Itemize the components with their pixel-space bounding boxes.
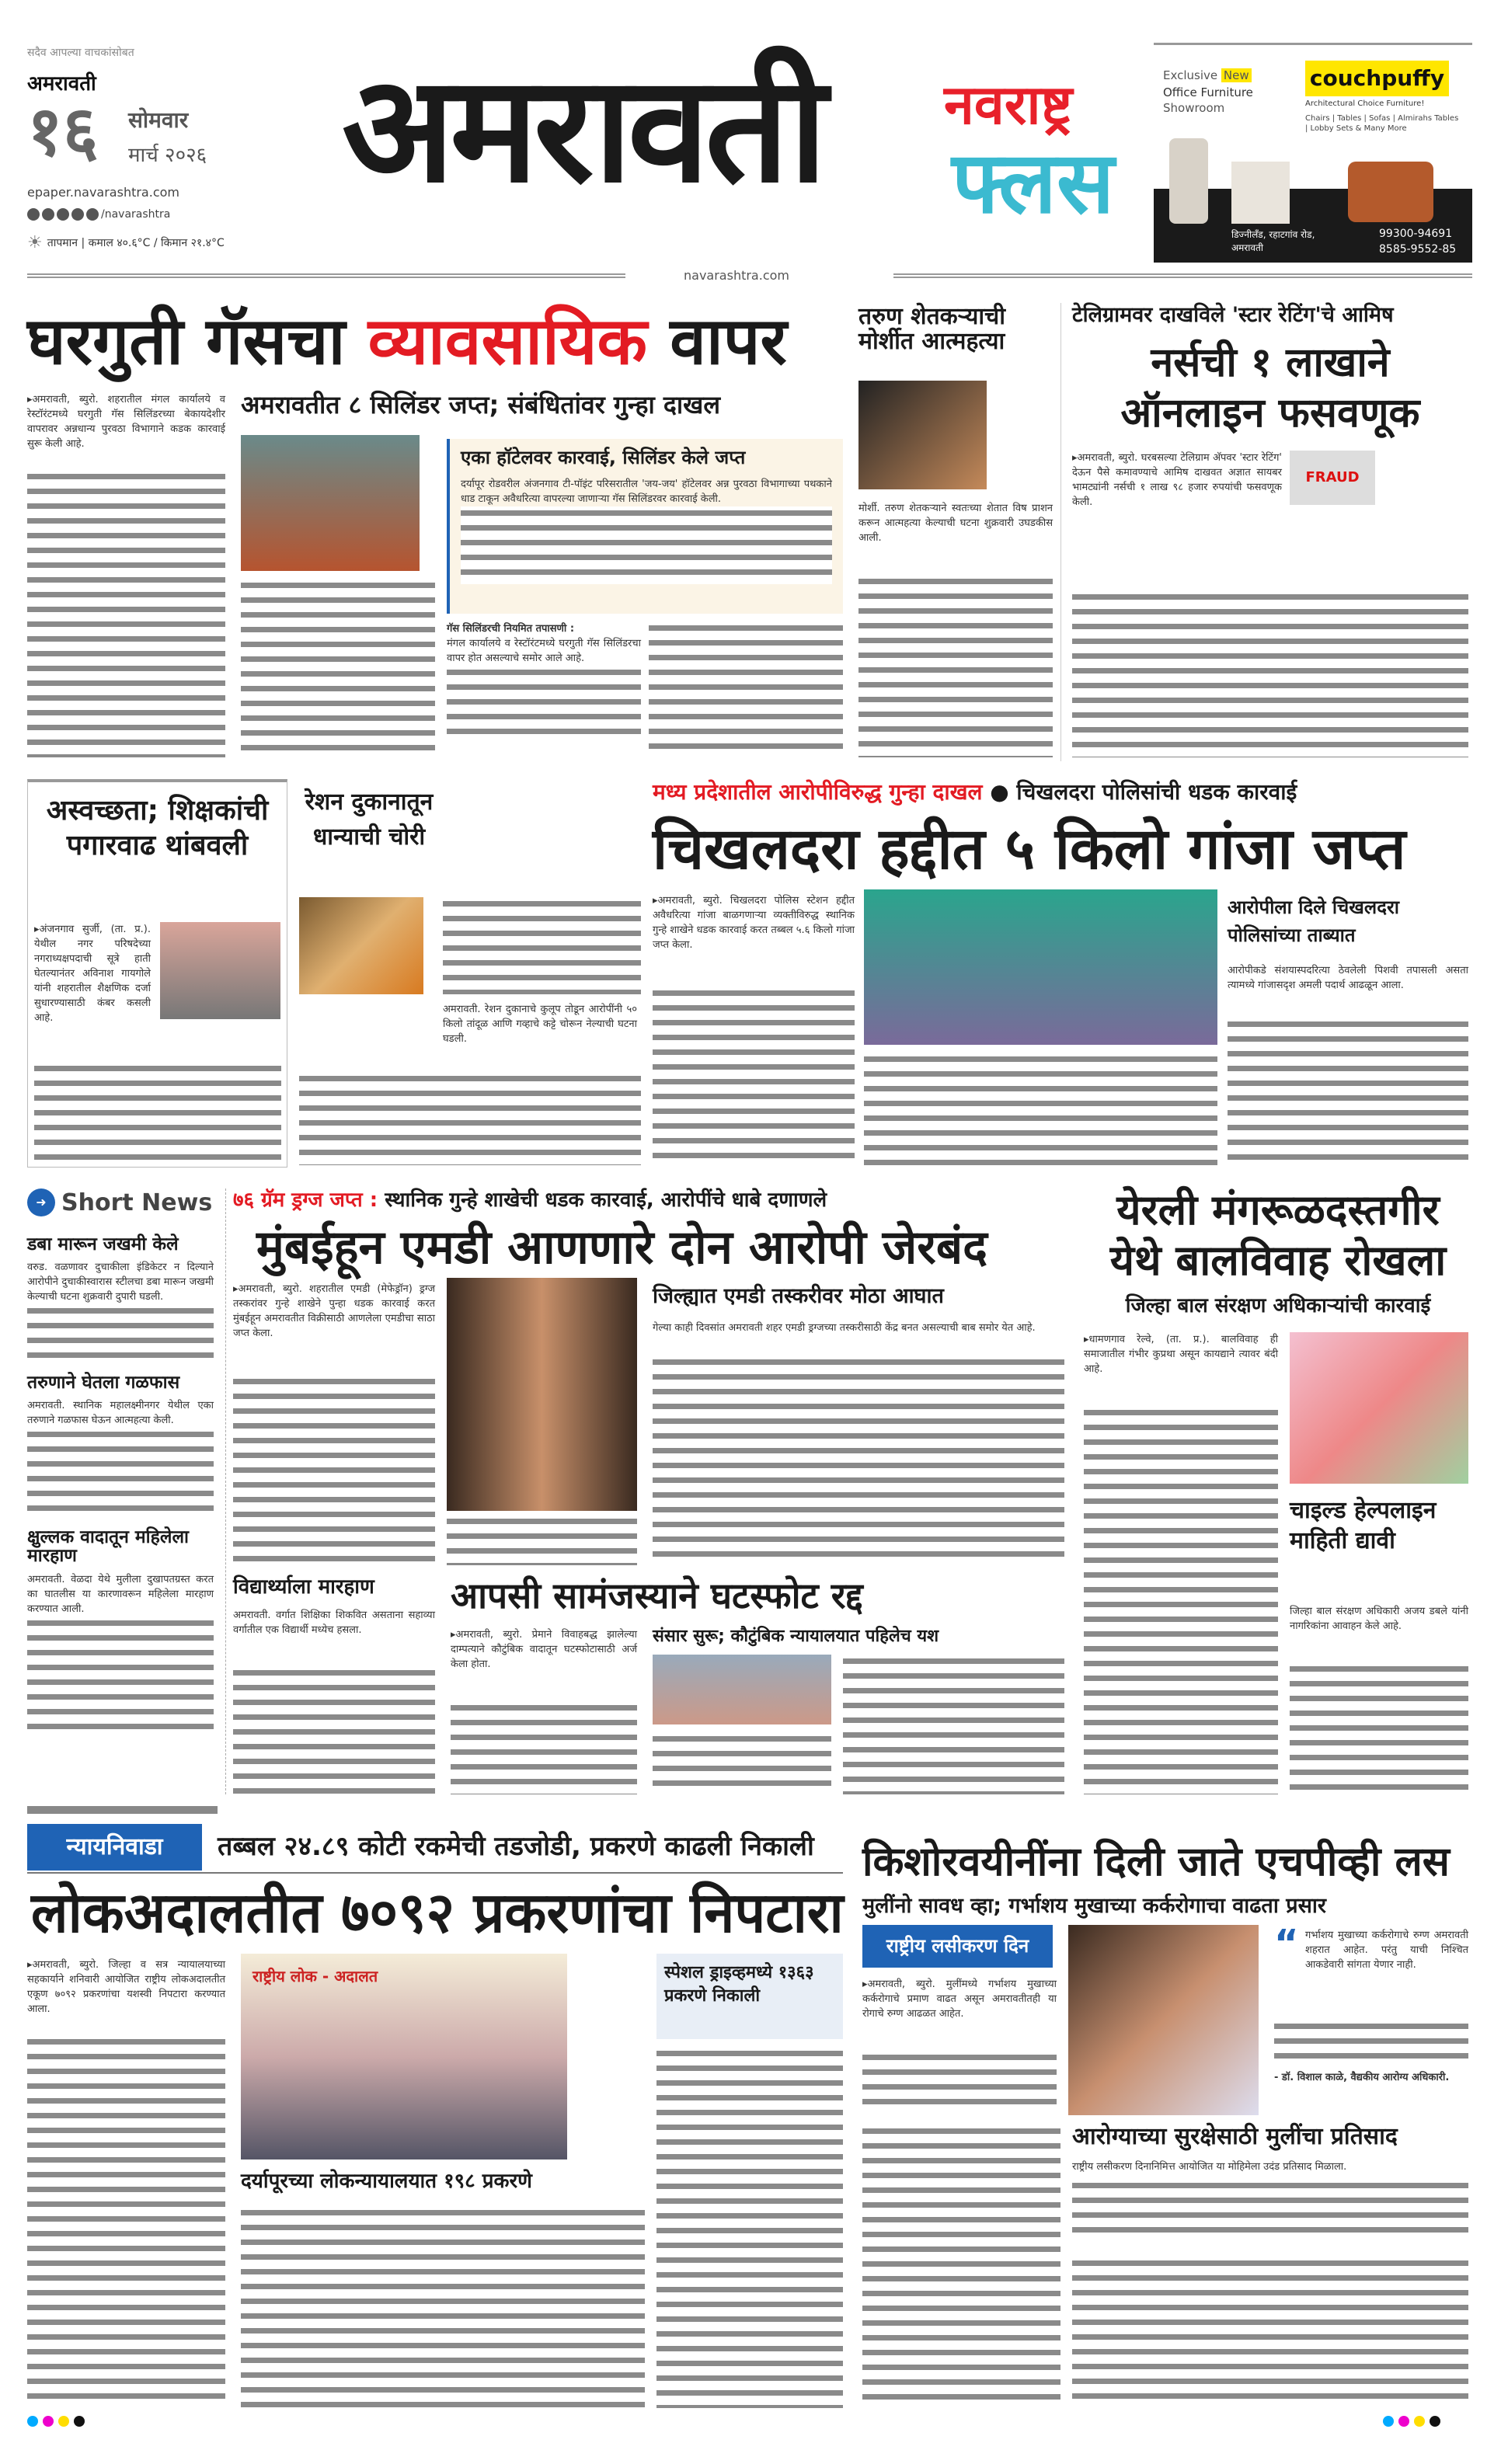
short-news-1-headline: डबा मारून जखमी केले bbox=[27, 1234, 179, 1255]
lead-story-text: ▸ अमरावती, ब्युरो. शहरातील मंगल कार्यालये व रेस्टॉरंटमध्ये घरगुती गॅस सिलिंडरच्या बेकायदेशीर वापरावर अन्नधान्य पुरवठा विभागाने कडक कारवाई सुरू केली आहे. bbox=[27, 392, 225, 451]
x-icon[interactable] bbox=[57, 208, 69, 221]
site-url[interactable]: navarashtra.com bbox=[684, 268, 789, 283]
photo-banner-text: राष्ट्रीय लोक - अदालत bbox=[252, 1967, 378, 1985]
ganja-headline: चिखलदरा हद्दीत ५ किलो गांजा जप्त bbox=[653, 816, 1406, 882]
month-year: मार्च २०२६ bbox=[128, 144, 207, 167]
farmer-headline: तरुण शेतकऱ्याची मोर्शीत आत्महत्या bbox=[858, 303, 1005, 355]
ad-address: डिज्नीलँड, रहाटगांव रोड, अमरावती bbox=[1231, 229, 1315, 253]
ganja-side-text: आरोपीकडे संशयास्पदरित्या ठेवलेली पिशवी तपासली असता त्यामध्ये गांजासदृश अमली पदार्थ आढळून आला. bbox=[1228, 965, 1468, 991]
jail-bars-photo bbox=[447, 1278, 637, 1511]
short-news-3-text: अमरावती. वेळदा येथे मुलीला दुखापतग्रस्त करत का घातलीस या कारणावरून महिलेला मारहाण करण्यात आली. bbox=[27, 1573, 214, 1615]
child-marriage-subheadline: जिल्हा बाल संरक्षण अधिकाऱ्यांची कारवाई bbox=[1125, 1294, 1431, 1317]
telegram-kicker: टेलिग्रामवर दाखविले 'स्टार रेटिंग'चे आमिष bbox=[1072, 303, 1394, 327]
quote-attribution: - डॉ. विशाल काळे, वैद्यकीय आरोग्य अधिकारी. bbox=[1274, 2072, 1450, 2083]
md-kicker: स्थानिक गुन्हे शाखेची धडक कारवाई, आरोपींचे धाबे दणाणले bbox=[378, 1188, 827, 1212]
md-box-headline: जिल्ह्यात एमडी तस्करीवर मोठा आघात bbox=[653, 1284, 944, 1308]
md-headline: मुंबईहून एमडी आणणारे दोन आरोपी जेरबंद bbox=[256, 1220, 987, 1275]
helpline-text: जिल्हा बाल संरक्षण अधिकारी अजय डबले यांनी नागरिकांना आवाहन केले आहे. bbox=[1290, 1606, 1468, 1632]
ad-brand-logo: couchpuffy bbox=[1305, 61, 1449, 96]
brand-top: नवराष्ट्र bbox=[944, 73, 1073, 137]
hotel-box-text: दर्यापूर रोडवरील अंजनगाव टी-पॉइंट परिसरातील 'जय-जय' हॉटेलवर अन्न पुरवठा विभागाच्या पथकाने धाड टाकून अवैधरित्या वापरल्या जाणाऱ्या गॅस सिलिंडरवर कारवाई केली. bbox=[461, 479, 832, 506]
ad-badge: New bbox=[1221, 68, 1252, 82]
social-links[interactable] bbox=[27, 208, 170, 221]
md-box-text: गेल्या काही दिवसांत अमरावती शहर एमडी ड्रग्जच्या तस्करीसाठी केंद्र बनत असल्याची बाब समोर येत आहे. bbox=[653, 1322, 1036, 1334]
special-drive-box bbox=[656, 1954, 843, 2039]
student-text: अमरावती. वर्गात शिक्षिका शिकवित असताना सहाव्या वर्गातील एक विद्यार्थी मध्येच हसला. bbox=[233, 1610, 435, 1636]
doctor-quote: गर्भाशय मुखाच्या कर्करोगाचे रुग्ण अमरावती शहरात आहेत. परंतु याची निश्चित आकडेवारी सांगता येणार नाही. bbox=[1305, 1930, 1468, 1971]
lok-adalat-text: ▸ अमरावती, ब्युरो. जिल्हा व सत्र न्यायालयाच्या सहकार्याने शनिवारी आयोजित राष्ट्रीय लोकअदालतीत एकूण ७०९२ प्रकरणांचा यशस्वी निपटारा करण्यात आला. bbox=[27, 1958, 225, 2017]
edition-city: अमरावती bbox=[27, 72, 96, 96]
ganja-side-headline: आरोपीला दिले चिखलदरा पोलिसांच्या ताब्यात bbox=[1228, 896, 1399, 946]
ad-sub: Architectural Choice Furniture! bbox=[1305, 99, 1425, 108]
date-day: १६ bbox=[27, 91, 99, 171]
child-marriage-headline-2: येथे बालविवाह रोखला bbox=[1109, 1236, 1447, 1285]
girls-response-text: राष्ट्रीय लसीकरण दिनानिमित्त आयोजित या मोहिमेला उदंड प्रतिसाद मिळाला. bbox=[1072, 2161, 1347, 2173]
md-text: ▸ अमरावती, ब्युरो. शहरातील एमडी (मेफेड्रॉन) ड्रग्ज तस्करांवर गुन्हे शाखेने पुन्हा धडक कारवाई करत मुंबईहून अमरावतीत विक्रीसाठी आणलेला एमडीचा साठा जप्त केला. bbox=[233, 1282, 435, 1341]
instagram-icon[interactable] bbox=[42, 208, 54, 221]
md-kicker-red: ७६ ग्रॅम ड्रग्ज जप्त : bbox=[233, 1188, 378, 1212]
sofa-image bbox=[1348, 162, 1433, 222]
facebook-icon[interactable] bbox=[27, 208, 40, 221]
weather-icon: ☀ bbox=[27, 233, 43, 252]
vaccination-photo bbox=[1068, 1925, 1259, 2115]
hpv-text: ▸ अमरावती, ब्युरो. मुलींमध्ये गर्भाशय मुखाच्या कर्करोगाचे प्रमाण वाढत असून अमरावतीतही या रोगाचे रुग्ण आढळत आहेत. bbox=[862, 1977, 1057, 2021]
md-kicker-line bbox=[233, 1190, 827, 1211]
ad-line3: Showroom bbox=[1163, 101, 1225, 115]
newspaper-logo: अमरावती bbox=[342, 44, 823, 215]
garbage-photo bbox=[160, 922, 280, 1019]
short-news-3-headline: क्षुल्लक वादातून महिलेला मारहाण bbox=[27, 1527, 189, 1567]
quote-icon: “ bbox=[1274, 1922, 1299, 1965]
vaccination-day-tag-box bbox=[862, 1925, 1053, 1968]
arrow-icon: ➜ bbox=[27, 1188, 55, 1216]
lead-headline: घरगुती गॅसचा व्यावसायिक वापर bbox=[27, 303, 787, 379]
hygiene-text: ▸ अंजनगाव सुर्जी, (ता. प्र.). येथील नगर परिषदेच्या नगराध्यक्षपदाची सूत्रे हाती घेतल्यानंतर अविनाश गायगोले यांनी शहरातील शैक्षणिक दर्जा सुधारण्यासाठी कंबर कसली आहे. bbox=[34, 922, 151, 1025]
ganja-kicker: ● चिखलदरा पोलिसांची धडक कारवाई bbox=[990, 779, 1297, 805]
chair-image bbox=[1169, 138, 1208, 224]
short-news-2-headline: तरुणाने घेतला गळफास bbox=[27, 1373, 180, 1394]
hpv-subheadline: मुलींनो सावध व्हा; गर्भाशय मुखाच्या कर्करोगाचा वाढता प्रसार bbox=[862, 1894, 1326, 1918]
epaper-link[interactable]: epaper.navarashtra.com bbox=[27, 185, 179, 200]
furniture-ad[interactable] bbox=[1154, 43, 1472, 260]
divorce-text: ▸ अमरावती, ब्युरो. प्रेमाने विवाहबद्ध झालेल्या दाम्पत्याने कौटुंबिक वादातून घटस्फोटासाठी अर्ज केला होता. bbox=[451, 1627, 637, 1672]
ad-line2: Office Furniture bbox=[1163, 85, 1253, 99]
youtube-icon[interactable] bbox=[71, 208, 84, 221]
short-news-2-text: अमरावती. स्थानिक महालक्ष्मीनगर येथील एका तरुणाने गळफास घेऊन आत्महत्या केली. bbox=[27, 1400, 214, 1427]
desk-image bbox=[1231, 162, 1290, 224]
police-team-photo bbox=[864, 889, 1217, 1045]
justice-tag: न्यायनिवाडा bbox=[27, 1824, 202, 1871]
telegram-headline-2: ऑनलाइन फसवणूक bbox=[1120, 390, 1420, 437]
family-court-photo bbox=[653, 1655, 831, 1724]
telegram-text: ▸ अमरावती, ब्युरो. घरबसल्या टेलिग्राम अ‍ॅपवर 'स्टार रेटिंग' देऊन पैसे कमावण्याचे आमिष दाखवत अज्ञात सायबर भामट्यांनी नर्सची १ लाख ९८ हजार रुपयांची फसवणूक केली. bbox=[1072, 451, 1282, 510]
ganja-kicker-red: मध्य प्रदेशातील आरोपीविरुद्ध गुन्हा दाखल bbox=[653, 779, 983, 805]
student-headline: विद्यार्थ्याला मारहाण bbox=[233, 1575, 374, 1599]
hotel-action-box bbox=[447, 439, 843, 614]
hotel-box-title: एका हॉटेलवर कारवाई, सिलिंडर केले जप्त bbox=[461, 447, 746, 468]
lead-subheadline: अमरावतीत ८ सिलिंडर जप्त; संबंधितांवर गुन्हा दाखल bbox=[241, 390, 721, 419]
girls-response-headline: आरोग्याच्या सुरक्षेसाठी मुलींचा प्रतिसाद bbox=[1072, 2123, 1398, 2150]
inspection-text: मंगल कार्यालये व रेस्टॉरंटमध्ये घरगुती गॅस सिलिंडरचा वापर होत असल्याचे समोर आले आहे. bbox=[447, 638, 641, 664]
telegram-headline-1: नर्सची १ लाखाने bbox=[1151, 339, 1390, 386]
ad-line1: Exclusive bbox=[1163, 68, 1218, 82]
short-news-header bbox=[27, 1188, 212, 1216]
tagline: सदैव आपल्या वाचकांसोबत bbox=[27, 47, 134, 59]
short-news-1-text: वरुड. वळणावर दुचाकीला इंडिकेटर न दिल्याने आरोपीने दुचाकीस्वारास स्टीलचा डबा मारून जखमी केल्याची घटना शुक्रवारी दुपारी घडली. bbox=[27, 1262, 214, 1303]
lok-adalat-photo bbox=[241, 1954, 567, 2159]
feet-tag-photo bbox=[858, 381, 987, 489]
hpv-headline: किशोरवयीनींना दिली जाते एचपीव्ही लस bbox=[862, 1839, 1450, 1885]
hygiene-headline: अस्वच्छता; शिक्षकांची पगारवाढ थांबवली bbox=[46, 795, 269, 861]
ration-text: अमरावती. रेशन दुकानाचे कुलूप तोडून आरोपींनी ५० किलो तांदूळ आणि गव्हाचे कट्टे चोरून नेल्याची घटना घडली. bbox=[443, 1004, 637, 1045]
child-marriage-text: ▸ धामणगाव रेल्वे, (ता. प्र.). बालविवाह ही समाजातील गंभीर कुप्रथा असून कायद्याने त्यावर बंदी आहे. bbox=[1084, 1332, 1278, 1376]
wedding-illustration bbox=[1290, 1332, 1468, 1484]
weather-text: तापमान | कमाल ४०.६°C / किमान २१.४°C bbox=[47, 237, 225, 249]
brand-bottom: फ्लस bbox=[952, 133, 1115, 232]
social-handle: /navarashtra bbox=[101, 208, 171, 221]
ganja-text: ▸ अमरावती, ब्युरो. चिखलदरा पोलिस स्टेशन हद्दीत अवैधरित्या गांजा बाळगणाऱ्या व्यक्तीविरुद्ध स्थानिक गुन्हे शाखेने धडक कारवाई करत तब्बल ५.६ किलो गांजा जप्त केला. bbox=[653, 893, 855, 952]
linkedin-icon[interactable] bbox=[86, 208, 99, 221]
weather bbox=[27, 233, 225, 252]
short-news-label: Short News bbox=[61, 1188, 213, 1216]
special-drive-headline: स्पेशल ड्राइव्हमध्ये १३६३ प्रकरणे निकाली bbox=[664, 1963, 814, 2006]
daryapur-headline: दर्यापूरच्या लोकन्यायालयात १९८ प्रकरणे bbox=[241, 2170, 532, 2193]
vaccination-day-tag: राष्ट्रीय लसीकरण दिन bbox=[886, 1935, 1029, 1957]
inspection-heading: गॅस सिलिंडरची नियमित तपासणी : bbox=[447, 623, 575, 635]
registration-dots-right bbox=[1383, 2416, 1440, 2427]
lok-adalat-kicker: तब्बल २४.८९ कोटी रकमेची तडजोडी, प्रकरणे काढली निकाली bbox=[218, 1831, 814, 1862]
ad-phone1: 99300-94691 bbox=[1379, 228, 1453, 240]
weekday: सोमवार bbox=[128, 107, 189, 133]
fraud-image: FRAUD bbox=[1290, 451, 1375, 505]
child-marriage-headline-1: येरली मंगरूळदस्तगीर bbox=[1116, 1185, 1440, 1234]
grain-photo bbox=[299, 897, 423, 994]
divorce-headline: आपसी सामंजस्याने घटस्फोट रद्द bbox=[451, 1575, 863, 1617]
farmer-text: मोर्शी. तरुण शेतकऱ्याने स्वतःच्या शेतात विष प्राशन करून आत्महत्या केल्याची घटना शुक्रवारी उघडकीस आली. bbox=[858, 503, 1053, 544]
short-news-list bbox=[27, 1235, 214, 1733]
lok-adalat-headline: लोकअदालतीत ७०९२ प्रकरणांचा निपटारा bbox=[31, 1880, 844, 1945]
ad-phone2: 8585-9552-85 bbox=[1379, 243, 1457, 256]
ganja-kicker-line bbox=[653, 781, 1297, 803]
ration-headline: रेशन दुकानातून धान्याची चोरी bbox=[305, 788, 434, 851]
divorce-subheadline: संसार सुरू; कौटुंबिक न्यायालयात पहिलेच यश bbox=[653, 1627, 939, 1646]
ad-items: Chairs | Tables | Sofas | Almirahs Tables | Lobby Sets & Many More bbox=[1305, 114, 1459, 133]
registration-dots bbox=[27, 2416, 85, 2427]
helpline-headline: चाइल्ड हेल्पलाइन माहिती द्यावी bbox=[1290, 1497, 1437, 1554]
hygiene-story-box bbox=[27, 779, 287, 1168]
gas-cylinders-photo bbox=[241, 435, 420, 571]
